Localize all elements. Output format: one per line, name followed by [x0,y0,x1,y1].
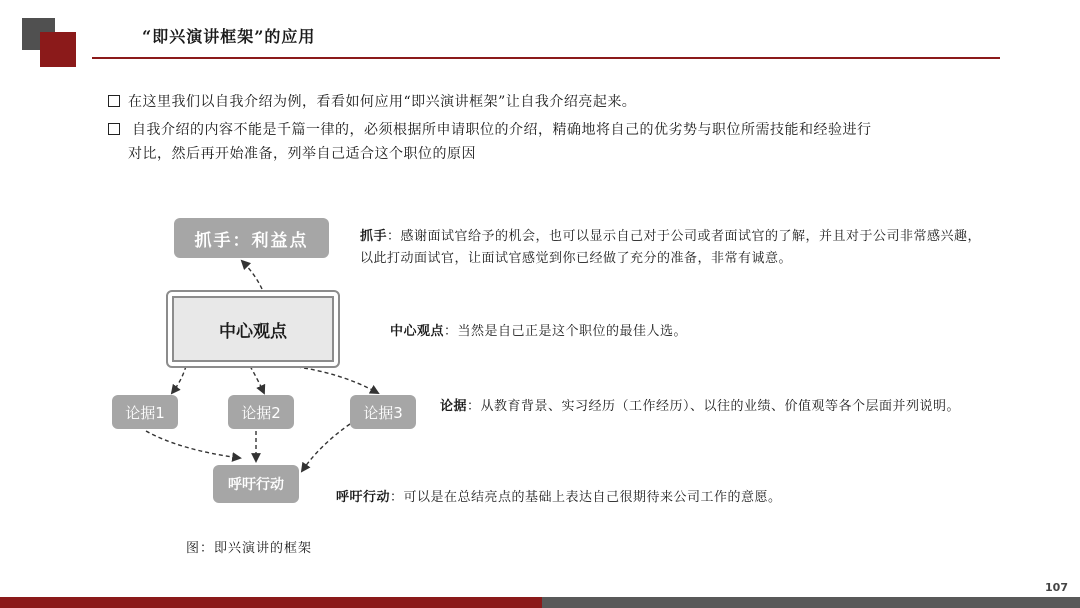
bullet-1 [112,90,636,114]
center-text: ：当然是自己正是这个职位的最佳人选。 [444,324,688,339]
footer-bar-gray [542,597,1080,608]
arrow-center-to-handshake [242,261,262,289]
argument-box-1: 论据1 [112,395,178,429]
arguments-text: ：从教育背景、实习经历（工作经历）、以往的业绩、价值观等各个层面并列说明。 [467,399,961,414]
argument-box-3: 论据3 [350,395,416,429]
footer-bar-red [0,597,542,608]
bullet-2-text-line2: 对比，然后再开始准备，列举自己适合这个职位的原因 [128,146,476,162]
action-text: ：可以是在总结亮点的基础上表达自己很期待来公司工作的意愿。 [390,490,782,505]
bullet-2 [112,118,992,166]
bullet-2-text-line1: 自我介绍的内容不能是千篇一律的，必须根据所申请职位的介绍，精确地将自己的优劣势与职位所需技能和经验进行 [132,122,872,138]
header-square-red [40,32,76,67]
figure-caption: 图：即兴演讲的框架 [186,541,313,556]
handshake-description [360,226,988,270]
page-number: 107 [1045,581,1068,594]
arguments-term: 论据 [440,399,468,414]
action-description [336,487,782,509]
bullet-1-text: 在这里我们以自我介绍为例，看看如何应用“即兴演讲框架”让自我介绍亮起来。 [128,94,637,110]
slide-title: “即兴演讲框架”的应用 [142,27,316,46]
center-description [390,321,687,343]
arrow-arg1-to-action [146,431,240,458]
center-box-label: 中心观点 [172,296,334,362]
handshake-box: 抓手：利益点 [174,218,329,258]
call-to-action-box: 呼吁行动 [213,465,299,503]
arrow-center-to-arg2 [250,366,264,393]
title-underline [92,57,1000,59]
center-box [166,290,340,368]
arrow-center-to-arg3 [290,366,378,393]
action-term: 呼吁行动 [336,490,391,505]
center-term: 中心观点 [390,324,445,339]
handshake-text: ：感谢面试官给予的机会，也可以显示自己对于公司或者面试官的了解，并且对于公司非常感兴趣，以此打动面试官，让面试官感觉到你已经做了充分的准备，非常有诚意。 [360,229,982,266]
arrow-arg3-to-action [302,424,350,471]
arguments-description [440,396,988,418]
handshake-term: 抓手 [360,229,388,244]
checkbox-bullet-icon [108,95,120,107]
argument-box-2: 论据2 [228,395,294,429]
arrow-center-to-arg1 [172,366,186,393]
checkbox-bullet-icon [108,123,120,135]
